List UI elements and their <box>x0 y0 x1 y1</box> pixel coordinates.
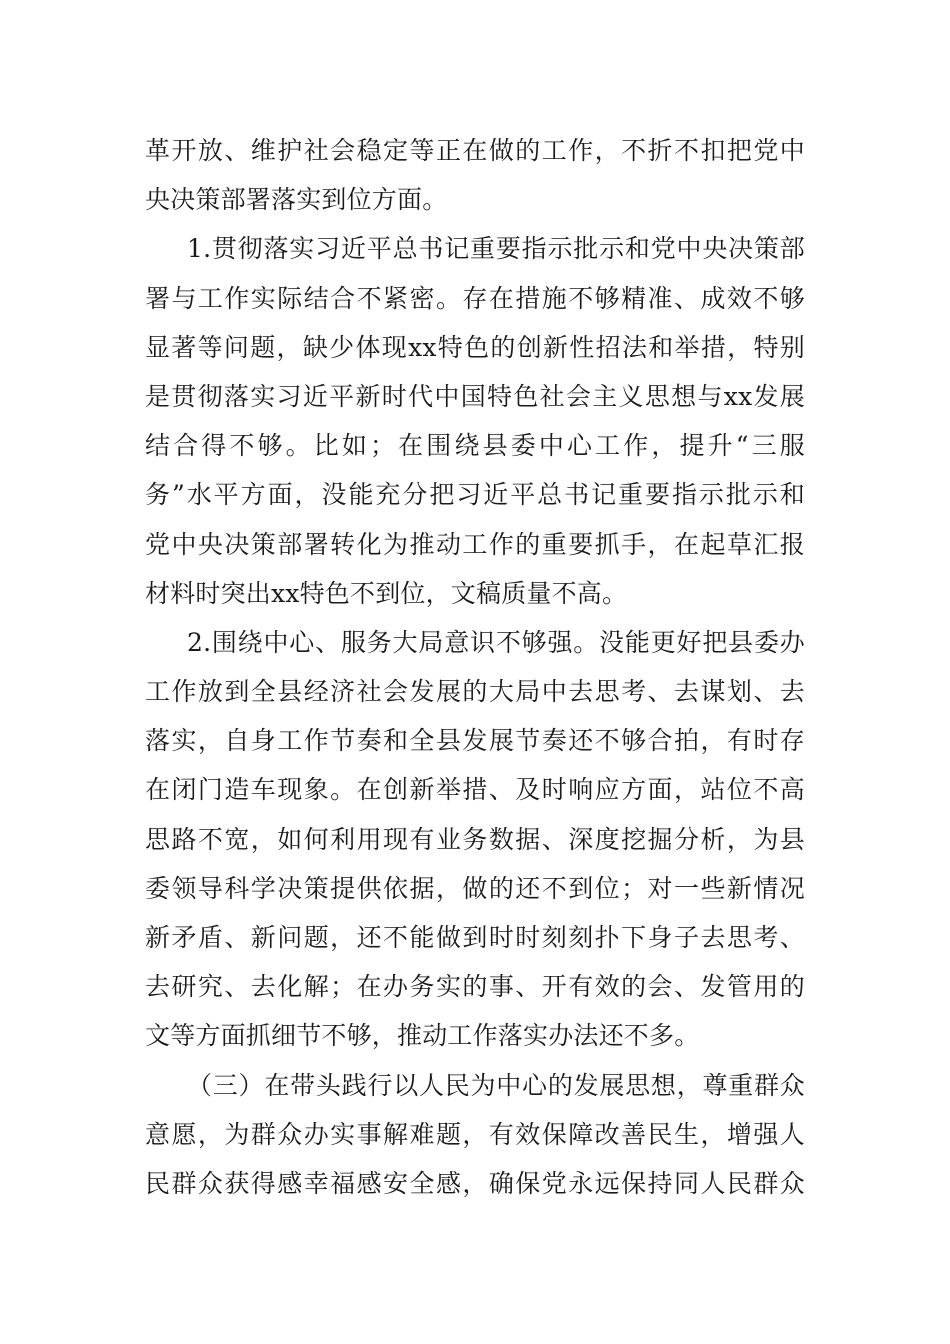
text-line: 党中央决策部署转化为推动工作的重要抓手，在起草汇报 <box>145 529 805 559</box>
text-line: 文等方面抓细节不够，推动工作落实办法还不多。 <box>145 1021 700 1051</box>
text-line: 显著等问题，缺少体现xx特色的创新性招法和举措，特别 <box>145 332 805 362</box>
text-line: 在闭门造车现象。在创新举措、及时响应方面，站位不高 <box>145 775 805 805</box>
text-line: 落实，自身工作节奏和全县发展节奏还不够合拍，有时存 <box>145 726 805 756</box>
text-line: 委领导科学决策提供依据，做的还不到位；对一些新情况 <box>145 873 805 903</box>
text-line: 署与工作实际结合不紧密。存在措施不够精准、成效不够 <box>145 283 805 313</box>
text-line: 1.贯彻落实习近平总书记重要指示批示和党中央决策部 <box>187 234 805 264</box>
text-line: 民群众获得感幸福感安全感，确保党永远保持同人民群众 <box>145 1168 805 1198</box>
text-line: 意愿，为群众办实事解难题，有效保障改善民生，增强人 <box>145 1119 805 1149</box>
text-line: 去研究、去化解；在办务实的事、开有效的会、发管用的 <box>145 972 805 1002</box>
text-line: 思路不宽，如何利用现有业务数据、深度挖掘分析，为县 <box>145 824 805 854</box>
text-line: 材料时突出xx特色不到位，文稿质量不高。 <box>145 578 628 608</box>
text-line: 革开放、维护社会稳定等正在做的工作，不折不扣把党中 <box>145 136 805 165</box>
document-body <box>145 126 805 1208</box>
text-line: 央决策部署落实到位方面。 <box>145 185 448 215</box>
text-line: 新矛盾、新问题，还不能做到时时刻刻扑下身子去思考、 <box>145 923 805 952</box>
text-line: 结合得不够。比如；在围绕县委中心工作，提升“三服 <box>145 431 805 461</box>
text-line: （三）在带头践行以人民为中心的发展思想，尊重群众 <box>187 1070 805 1100</box>
text-line: 是贯彻落实习近平新时代中国特色社会主义思想与xx发展 <box>145 381 805 411</box>
text-line: 务”水平方面，没能充分把习近平总书记重要指示批示和 <box>145 480 805 510</box>
text-line: 工作放到全县经济社会发展的大局中去思考、去谋划、去 <box>145 677 805 707</box>
text-line: 2.围绕中心、服务大局意识不够强。没能更好把县委办 <box>187 627 805 657</box>
